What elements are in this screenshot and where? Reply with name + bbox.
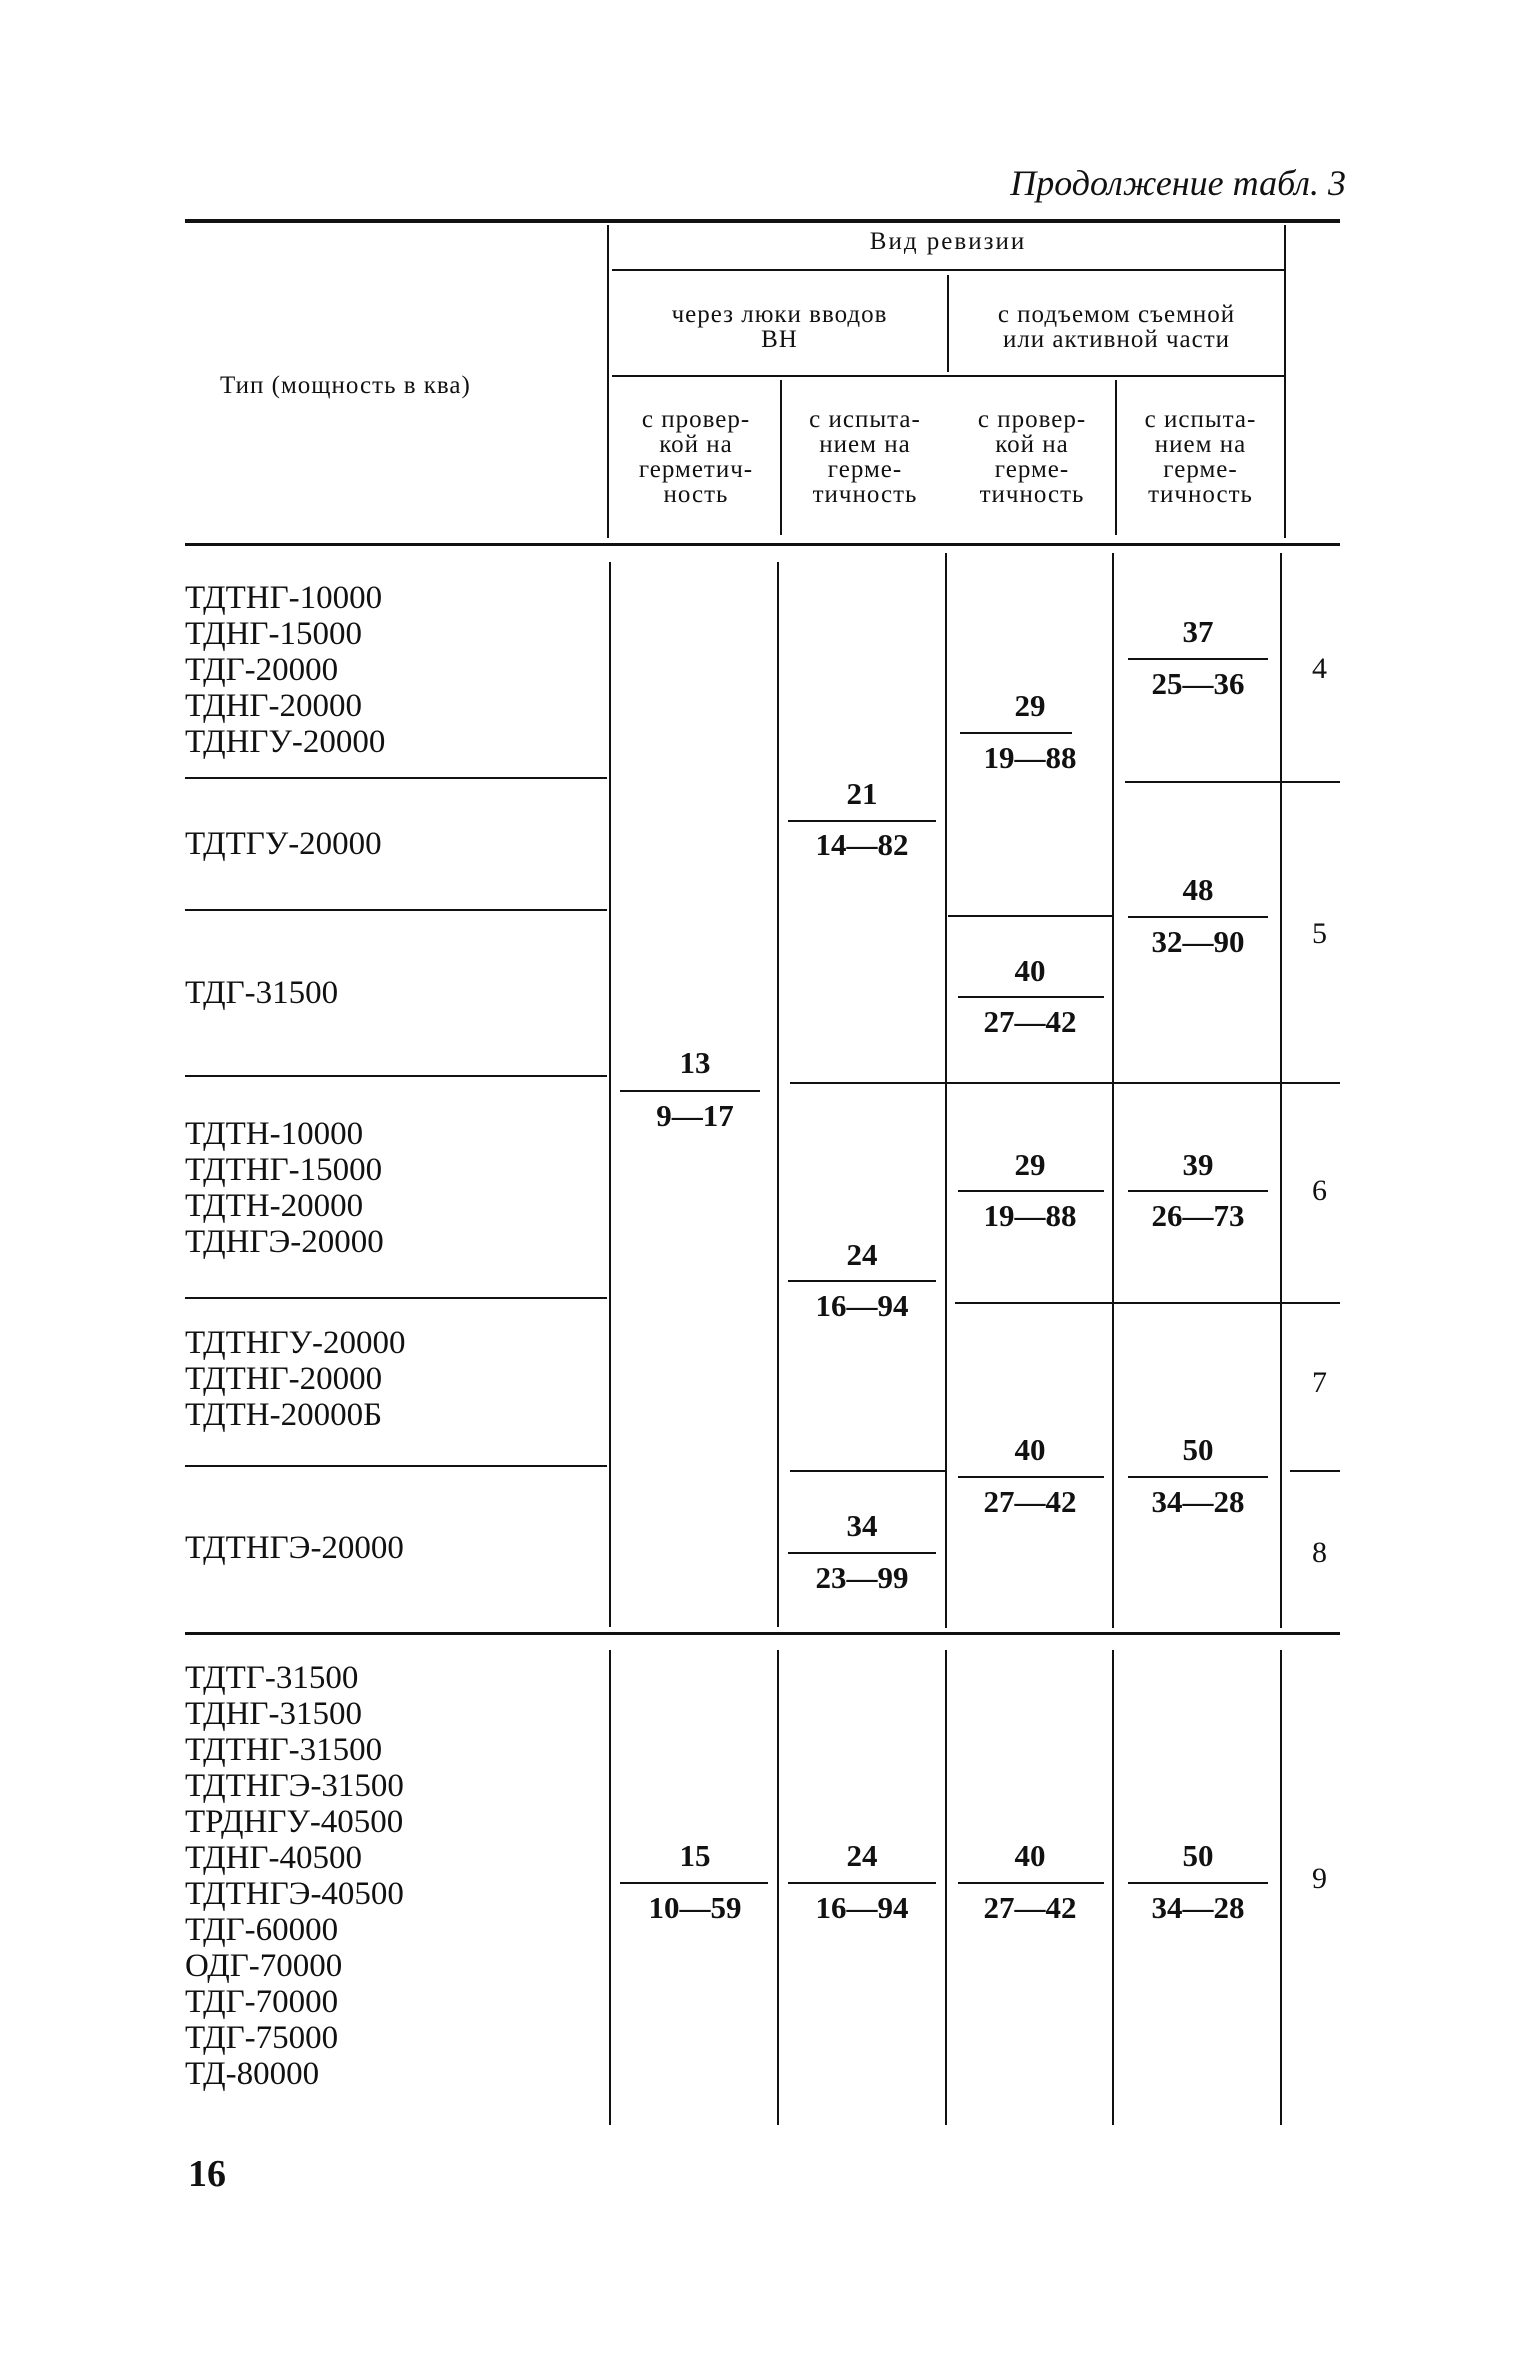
column-rule	[609, 1650, 611, 2125]
cell-range: 10—59	[648, 1890, 742, 1925]
type-name: ТДНГУ-20000	[185, 724, 386, 760]
column-rule	[609, 562, 611, 1627]
fraction-bar	[958, 1882, 1104, 1884]
type-name: ТДТН-20000Б	[185, 1397, 383, 1433]
type-name: ТДТНГУ-20000	[185, 1325, 406, 1361]
type-name: ТРДНГУ-40500	[185, 1804, 404, 1840]
cell-range: 16—94	[815, 1890, 909, 1925]
type-name: ТДГ-75000	[185, 2020, 339, 2056]
row-divider	[790, 1082, 1340, 1084]
cell-value: 40	[1014, 1432, 1046, 1467]
column-rule	[1280, 553, 1282, 1628]
type-name: ТДТНГ-15000	[185, 1152, 383, 1188]
subheader-test-lifting: с испыта- нием на герме- тичность	[1144, 406, 1257, 508]
table-top-rule	[185, 219, 1340, 223]
type-name: ТДТН-20000	[185, 1188, 364, 1224]
fraction-bar	[1128, 1882, 1268, 1884]
cell-range: 34—28	[1151, 1890, 1245, 1925]
type-name: ТДНГ-20000	[185, 688, 362, 724]
fraction-bar	[958, 1190, 1104, 1192]
cell-value: 50	[1182, 1432, 1214, 1467]
column-rule	[1280, 1650, 1282, 2125]
row-number: 7	[1312, 1366, 1327, 1399]
row-number: 9	[1312, 1862, 1327, 1895]
cell-range: 26—73	[1151, 1198, 1245, 1233]
column-rule	[607, 225, 609, 538]
fraction-bar	[788, 1280, 936, 1282]
cell-value: 34	[846, 1508, 878, 1543]
row-number: 6	[1312, 1174, 1327, 1207]
column-rule	[1112, 553, 1114, 1628]
column-rule	[945, 1650, 947, 2125]
type-name: ТДТН-10000	[185, 1116, 364, 1152]
cell-value: 24	[846, 1237, 878, 1272]
type-name: ТДТНГ-20000	[185, 1361, 383, 1397]
fraction-bar	[1128, 916, 1268, 918]
header-rule-group	[612, 269, 1284, 271]
cell-range: 14—82	[815, 827, 909, 862]
row-number: 4	[1312, 652, 1327, 685]
cell-range: 32—90	[1151, 924, 1245, 959]
type-name: ТДТНГ-10000	[185, 580, 383, 616]
type-group-4	[185, 1116, 384, 1260]
cell-range: 25—36	[1151, 666, 1245, 701]
type-name: ОДГ-70000	[185, 1948, 343, 1984]
column-rule	[1284, 225, 1286, 538]
cell-value: 39	[1182, 1147, 1214, 1182]
type-name: ТДНГ-40500	[185, 1840, 362, 1876]
cell-range: 19—88	[983, 1198, 1077, 1233]
cell-range: 27—42	[983, 1484, 1077, 1519]
subheader-check-lifting: с провер- кой на герме- тичность	[977, 406, 1087, 508]
cell-range: 27—42	[983, 1890, 1077, 1925]
row-number: 8	[1312, 1536, 1327, 1569]
group-header-hatches: через люки вводов ВН	[671, 301, 888, 353]
revision-type-header: Вид ревизии	[869, 228, 1027, 255]
type-group-2	[185, 826, 382, 862]
type-name: ТДТГУ-20000	[185, 826, 382, 862]
type-name: ТДТНГЭ-40500	[185, 1876, 404, 1912]
fraction-bar	[958, 996, 1104, 998]
row-divider	[1290, 1470, 1340, 1472]
type-name: ТДГ-20000	[185, 652, 339, 688]
type-name: ТДГ-60000	[185, 1912, 339, 1948]
type-name: ТДТНГЭ-31500	[185, 1768, 404, 1804]
fraction-bar	[620, 1090, 760, 1092]
fraction-bar	[958, 1476, 1104, 1478]
subheader-check-hatches: с провер- кой на герметич- ность	[638, 406, 754, 508]
type-name: ТДГ-70000	[185, 1984, 339, 2020]
fraction-bar	[788, 1882, 936, 1884]
cell-value: 15	[679, 1838, 711, 1873]
type-name: ТДНГЭ-20000	[185, 1224, 384, 1260]
group-separator-rule	[185, 1632, 1340, 1635]
fraction-bar	[1128, 1190, 1268, 1192]
cell-value: 48	[1182, 872, 1214, 907]
type-name: ТДТНГЭ-20000	[185, 1530, 404, 1566]
type-name: ТДТНГ-31500	[185, 1732, 383, 1768]
type-group-6	[185, 1530, 404, 1566]
type-name: ТДТГ-31500	[185, 1660, 359, 1696]
cell-value: 40	[1014, 1838, 1046, 1873]
fraction-bar	[620, 1882, 768, 1884]
cell-range: 19—88	[983, 740, 1077, 775]
header-bottom-rule	[185, 543, 1340, 546]
column-rule	[945, 553, 947, 1628]
row-divider	[185, 777, 607, 779]
row-divider	[955, 1302, 1340, 1304]
cell-value: 50	[1182, 1838, 1214, 1873]
type-group-7	[185, 1660, 404, 2092]
cell-range: 16—94	[815, 1288, 909, 1323]
fraction-bar	[1128, 658, 1268, 660]
type-name: ТДНГ-15000	[185, 616, 362, 652]
type-name: ТДГ-31500	[185, 975, 339, 1011]
row-divider	[948, 915, 1113, 917]
type-group-3	[185, 975, 338, 1011]
cell-range: 9—17	[656, 1098, 734, 1133]
header-rule-sub	[612, 375, 1284, 377]
fraction-bar	[788, 820, 936, 822]
cell-value: 13	[679, 1045, 711, 1080]
row-divider	[185, 1075, 607, 1077]
subheader-test-hatches: с испыта- нием на герме- тичность	[809, 406, 921, 508]
column-rule	[1112, 1650, 1114, 2125]
cell-value: 24	[846, 1838, 878, 1873]
cell-range: 27—42	[983, 1004, 1077, 1039]
fraction-bar	[960, 732, 1072, 734]
cell-range: 23—99	[815, 1560, 909, 1595]
cell-value: 40	[1014, 953, 1046, 988]
type-name: ТД-80000	[185, 2056, 320, 2092]
type-group-1	[185, 580, 385, 760]
row-divider	[185, 909, 607, 911]
row-divider	[790, 1470, 945, 1472]
cell-value: 29	[1014, 1147, 1046, 1182]
type-name: ТДНГ-31500	[185, 1696, 362, 1732]
cell-value: 37	[1182, 614, 1214, 649]
cell-value: 21	[846, 776, 878, 811]
cell-value: 29	[1014, 688, 1046, 723]
row-divider	[185, 1297, 607, 1299]
fraction-bar	[1128, 1476, 1268, 1478]
row-number: 5	[1312, 917, 1327, 950]
column-rule	[777, 562, 779, 1627]
fraction-bar	[788, 1552, 936, 1554]
row-divider	[185, 1465, 607, 1467]
type-column-header: Тип (мощность в ква)	[220, 372, 471, 399]
page-number: 16	[188, 2153, 226, 2195]
cell-range: 34—28	[1151, 1484, 1245, 1519]
type-group-5	[185, 1325, 406, 1433]
table-continuation-caption: Продолжение табл. 3	[1010, 163, 1346, 203]
group-header-lifting: с подъемом съемной или активной части	[997, 301, 1236, 353]
column-rule	[777, 1650, 779, 2125]
row-divider	[1125, 781, 1340, 783]
